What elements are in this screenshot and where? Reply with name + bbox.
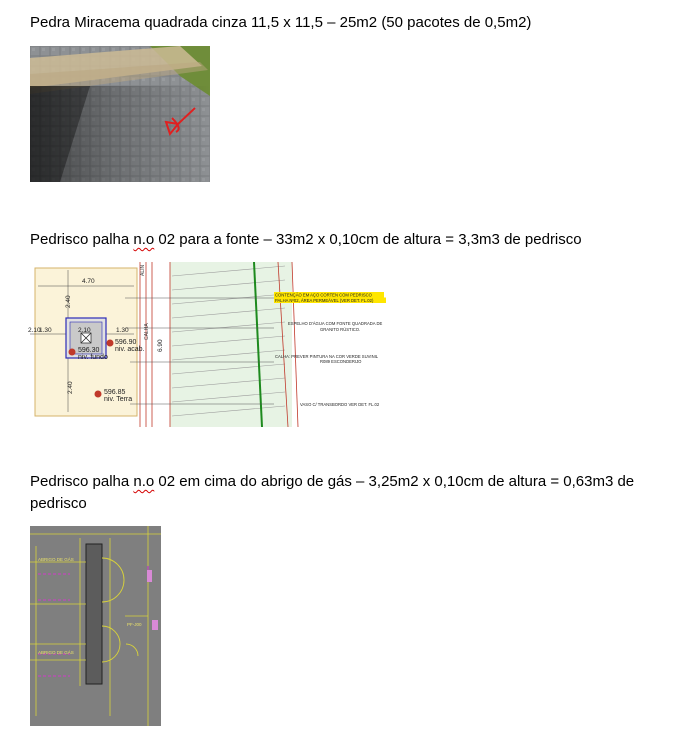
plan-note: PALHA Nº02, ÁREA PERMEÁVEL (VER DET. FL.02) (275, 298, 374, 303)
paragraph-text-end: 02 em cima do abrigo de gás – 3,25m2 x 0,10cm de altura = 0,63m3 de (154, 473, 635, 490)
dimension-label: 4.70 (82, 278, 95, 285)
paragraph-text-line2: pedrisco (30, 495, 87, 512)
plan-note: R089 ESCONDERIJO (320, 359, 362, 364)
spellcheck-word[interactable]: n.o (133, 231, 155, 248)
dimension-label: 2.40 (67, 381, 74, 394)
gas-plan-label: ABRIGO DE GÁS (38, 650, 74, 655)
level-label: 596.85 (104, 389, 126, 396)
stone-paving-photo (30, 46, 210, 182)
plan-note: VASO C/ TRANSBORDO VER DET. FL.02 (300, 402, 380, 407)
vertical-label: ALIN (140, 264, 146, 276)
plan-note: CONTENÇÃO EM AÇO CORTEN COM PEDRISCO (275, 292, 372, 298)
gas-shelter-plan-drawing (30, 526, 161, 726)
level-label: niv. Terra (104, 396, 133, 403)
dimension-label: 1.30 (39, 327, 52, 334)
dimension-label: 2.40 (65, 295, 72, 308)
gas-plan-label: PF-J00 (127, 622, 142, 627)
dimension-label: 1.30 (116, 327, 129, 334)
dimension-label: 2.10 (78, 327, 91, 334)
paragraph-pedrisco-fonte (30, 229, 582, 251)
level-label: 596.90 (115, 339, 137, 346)
level-label: 596.30 (78, 347, 100, 354)
dimension-label: 6.90 (157, 339, 164, 352)
paragraph-text-start: Pedrisco palha (30, 231, 134, 248)
plan-note: GRANITO RÚSTICO. (320, 327, 361, 332)
paragraph-pedrisco-abrigo-gas (30, 471, 670, 515)
vertical-label: CALHA (144, 323, 150, 340)
dimension-label: 2.10 (28, 327, 41, 334)
plan-note: ESPELHO D'ÁGUA COM FONTE QUADRADA DE (288, 321, 383, 326)
level-label: niv. fundo (78, 354, 108, 361)
paragraph-text-end: 02 para a fonte – 33m2 x 0,10cm de altura = 3,3m3 de pedrisco (154, 231, 582, 248)
fountain-plan-drawing (30, 262, 392, 427)
gas-plan-label: ABRIGO DE GÁS (38, 557, 74, 562)
level-label: niv. acab. (115, 346, 145, 353)
spellcheck-word[interactable]: n.o (133, 473, 155, 490)
paragraph-pedra-miracema (30, 12, 531, 34)
plan-note: CALHA: PREVER PINTURA NA COR VERDE SUVINIL (275, 354, 379, 359)
paragraph-text-start: Pedrisco palha (30, 473, 134, 490)
paragraph-text: Pedra Miracema quadrada cinza 11,5 x 11,5 – 25m2 (50 pacotes de 0,5m2) (30, 14, 532, 31)
